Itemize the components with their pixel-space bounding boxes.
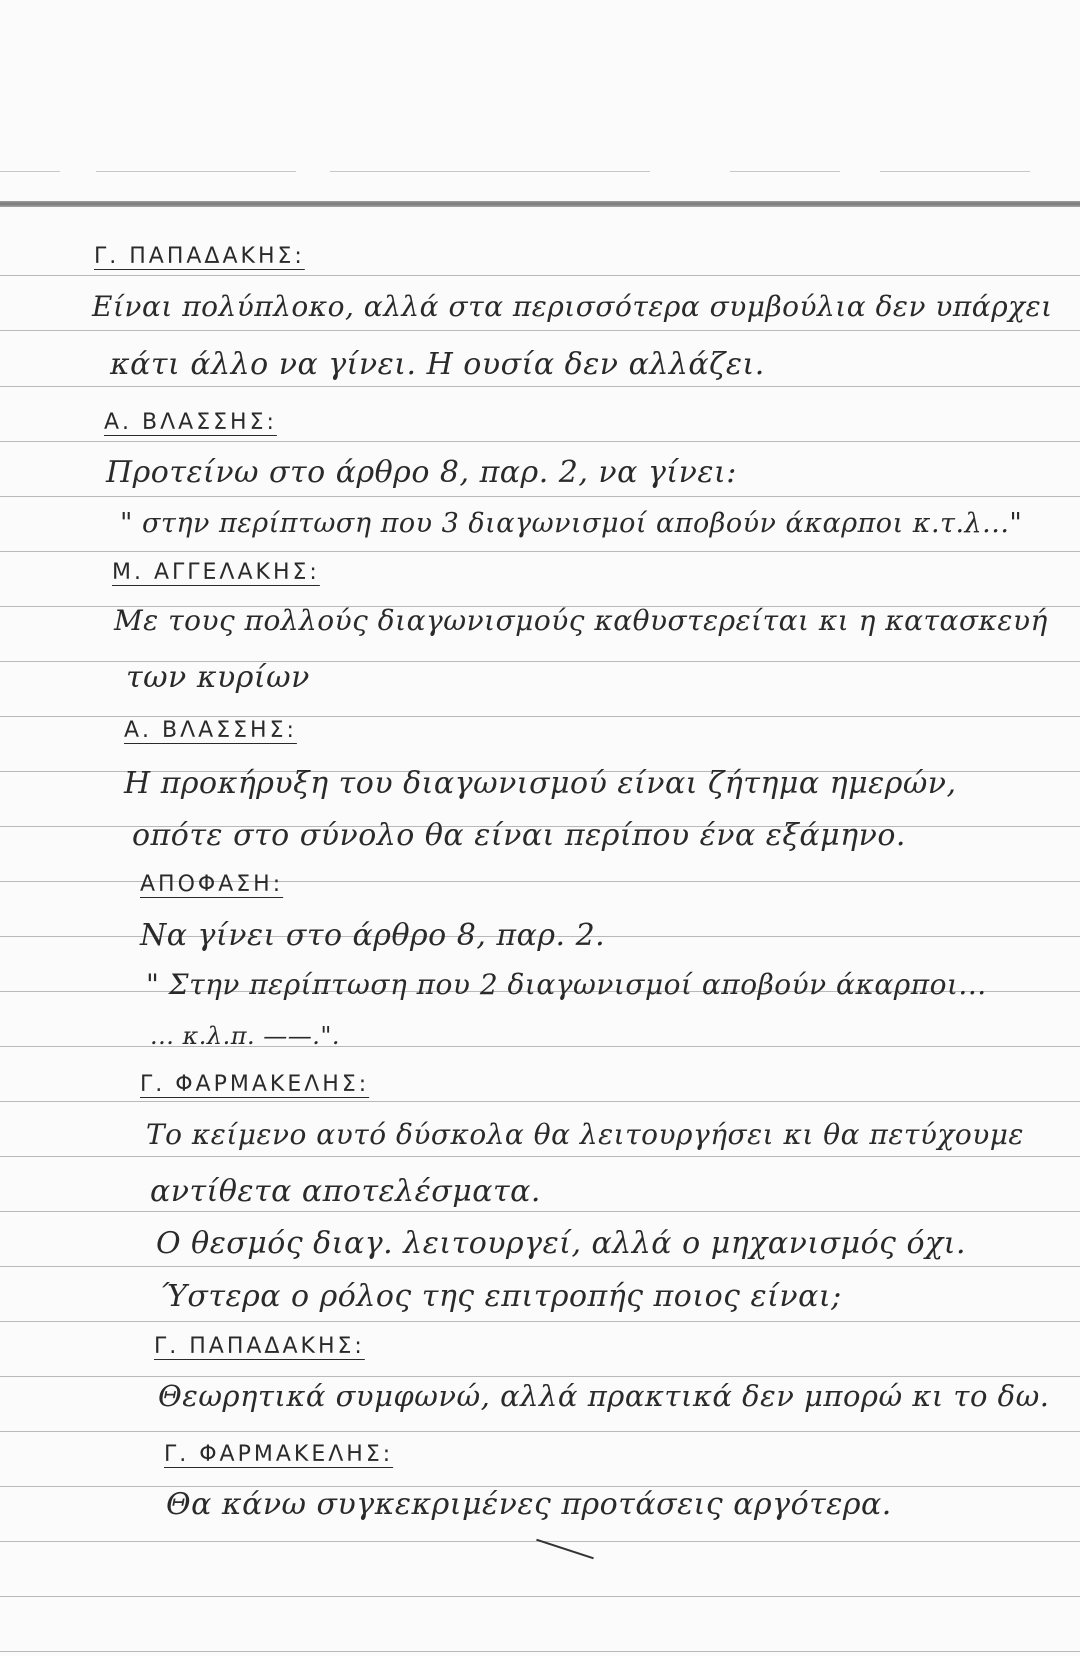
speech-line: Είναι πολύπλοκο, αλλά στα περισσότερα συμβούλια δεν υπάρχει xyxy=(92,290,1053,323)
ruled-line xyxy=(0,441,1080,442)
speech-line: οπότε στο σύνολο θα είναι περίπου ένα εξάμηνο. xyxy=(132,818,906,853)
header-dash xyxy=(0,171,60,172)
ruled-line xyxy=(0,1101,1080,1102)
ruled-line xyxy=(0,1156,1080,1157)
header-rule xyxy=(0,201,1080,207)
speech-line: ... κ.λ.π. ——.". xyxy=(150,1022,341,1050)
ruled-line xyxy=(0,1651,1080,1652)
ruled-line xyxy=(0,1596,1080,1597)
speech-line: Να γίνει στο άρθρο 8, παρ. 2. xyxy=(140,918,606,953)
speech-line: Η προκήρυξη του διαγωνισμού είναι ζήτημα ημερών, xyxy=(124,766,957,801)
ruled-line xyxy=(0,1321,1080,1322)
speaker-name: Γ. ΦΑΡΜΑΚΕΛΗΣ: xyxy=(140,1072,370,1097)
speech-line: Προτείνω στο άρθρο 8, παρ. 2, να γίνει: xyxy=(106,455,737,490)
speech-line: Ύστερα ο ρόλος της επιτροπής ποιος είναι; xyxy=(160,1279,842,1314)
speech-line: αντίθετα αποτελέσματα. xyxy=(150,1174,541,1209)
header-dash xyxy=(730,171,840,172)
ruled-line xyxy=(0,1266,1080,1267)
speaker-name: Γ. ΠΑΠΑΔΑΚΗΣ: xyxy=(154,1334,365,1359)
speech-line: Με τους πολλούς διαγωνισμούς καθυστερείται κι η κατασκευή xyxy=(114,604,1048,637)
ruled-line xyxy=(0,1376,1080,1377)
speech-line: Θεωρητικά συμφωνώ, αλλά πρακτικά δεν μπορώ κι το δω. xyxy=(158,1379,1050,1413)
ruled-line xyxy=(0,275,1080,276)
speaker-name: Α. ΒΛΑΣΣΗΣ: xyxy=(124,718,297,743)
ruled-line xyxy=(0,716,1080,717)
ruled-line xyxy=(0,1211,1080,1212)
speech-line: " Στην περίπτωση που 2 διαγωνισμοί αποβούν άκαρποι... xyxy=(146,968,987,1001)
speaker-name: Γ. ΦΑΡΜΑΚΕΛΗΣ: xyxy=(164,1442,394,1467)
speaker-name: Μ. ΑΓΓΕΛΑΚΗΣ: xyxy=(112,560,320,585)
speaker-name: ΑΠΟΦΑΣΗ: xyxy=(140,872,284,897)
ruled-line xyxy=(0,496,1080,497)
speech-line: Ο θεσμός διαγ. λειτουργεί, αλλά ο μηχανισμός όχι. xyxy=(156,1226,967,1261)
speaker-name: Γ. ΠΑΠΑΔΑΚΗΣ: xyxy=(94,244,305,269)
ruled-line xyxy=(0,551,1080,552)
speech-line: Το κείμενο αυτό δύσκολα θα λειτουργήσει κι θα πετύχουμε xyxy=(146,1118,1024,1151)
ruled-line xyxy=(0,386,1080,387)
ruled-line xyxy=(0,330,1080,331)
header-dash xyxy=(330,171,650,172)
header-dash xyxy=(96,171,296,172)
speech-line: κάτι άλλο να γίνει. Η ουσία δεν αλλάζει. xyxy=(110,347,765,382)
speaker-name: Α. ΒΛΑΣΣΗΣ: xyxy=(104,410,277,435)
speech-line: Θα κάνω συγκεκριμένες προτάσεις αργότερα. xyxy=(166,1487,892,1522)
speech-line: των κυρίων xyxy=(126,660,310,695)
speech-line: " στην περίπτωση που 3 διαγωνισμοί αποβούν άκαρποι κ.τ.λ..." xyxy=(120,508,1023,539)
ruled-line xyxy=(0,1431,1080,1432)
header-dash xyxy=(880,171,1030,172)
